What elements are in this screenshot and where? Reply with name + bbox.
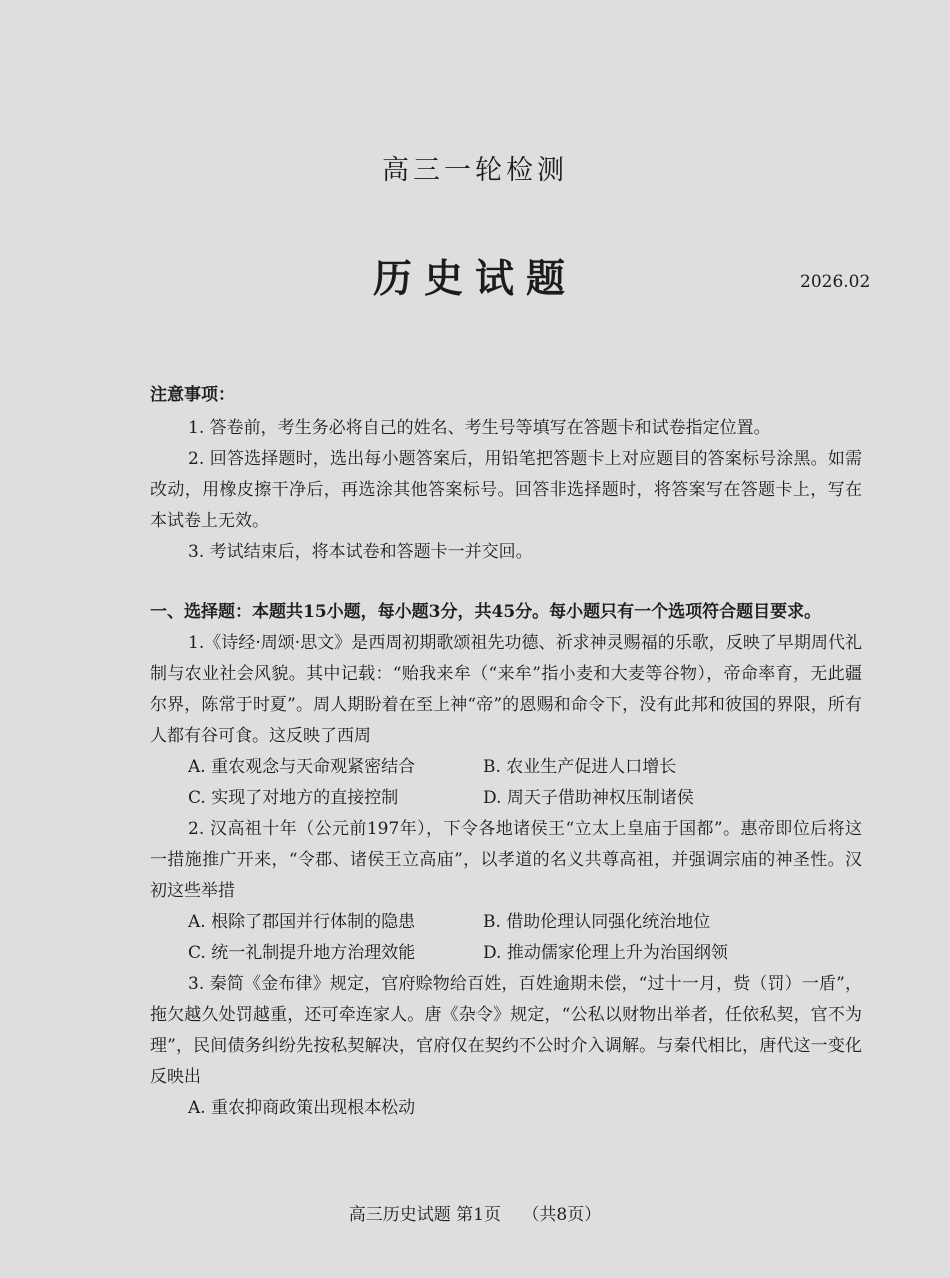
exam-date: 2026.02 xyxy=(800,272,871,292)
section-heading: 一、选择题：本题共15小题，每小题3分，共45分。每小题只有一个选项符合题目要求。 xyxy=(150,602,822,622)
option-d: D. 周天子借助神权压制诸侯 xyxy=(483,788,694,808)
question-1-options-row-1 xyxy=(150,752,862,783)
exam-subtitle: 高三一轮检测 xyxy=(382,155,568,186)
notice-heading: 注意事项： xyxy=(150,385,235,405)
question-2-options-row-1 xyxy=(150,907,862,938)
question-3-stem: 3. 秦简《金布律》规定，官府赊物给百姓，百姓逾期未偿，“过十一月，赀（罚）一盾”，拖欠越久处罚越重，还可牵连家人。唐《杂令》规定，“公私以财物出举者，任依私契，官不为理”，民间债务纠纷先按私契解决，官府仅在契约不公时介入调解。与秦代相比，唐代这一变化反映出 xyxy=(150,974,862,1087)
option-b: B. 农业生产促进人口增长 xyxy=(483,757,677,777)
question-3-options-row-1 xyxy=(150,1093,862,1124)
question-1-stem: 1.《诗经·周颂·思文》是西周初期歌颂祖先功德、祈求神灵赐福的乐歌，反映了早期周代礼制与农业社会风貌。其中记载：“贻我来牟（“来牟”指小麦和大麦等谷物），帝命率育，无此疆尔界，陈常于时夏”。周人期盼着在至上神“帝”的恩赐和命令下，没有此邦和彼国的界限，所有人都有谷可食。这反映了西周 xyxy=(150,633,862,746)
exam-content xyxy=(150,383,862,1124)
option-d: D. 推动儒家伦理上升为治国纲领 xyxy=(483,943,728,963)
option-a: A. 重农抑商政策出现根本松动 xyxy=(188,1098,416,1118)
notice-item-2: 2. 回答选择题时，选出每小题答案后，用铅笔把答题卡上对应题目的答案标号涂黑。如需改动，用橡皮擦干净后，再选涂其他答案标号。回答非选择题时，将答案写在答题卡上，写在本试卷上无效。 xyxy=(150,449,862,531)
option-c: C. 实现了对地方的直接控制 xyxy=(188,788,399,808)
question-2-stem: 2. 汉高祖十年（公元前197年），下令各地诸侯王“立太上皇庙于国都”。惠帝即位后将这一措施推广开来，“令郡、诸侯王立高庙”，以孝道的名义共尊高祖，并强调宗庙的神圣性。汉初这些举措 xyxy=(150,819,862,901)
question-1-options-row-2 xyxy=(150,783,862,814)
option-b: B. 借助伦理认同强化统治地位 xyxy=(483,912,711,932)
exam-title: 历史试题 xyxy=(372,256,577,302)
option-a: A. 重农观念与天命观紧密结合 xyxy=(188,757,416,777)
notice-item-1: 1. 答卷前，考生务必将自己的姓名、考生号等填写在答题卡和试卷指定位置。 xyxy=(188,418,771,438)
footer-page-label: 高三历史试题 第1页 xyxy=(348,1205,501,1225)
footer-total-pages: （共8页） xyxy=(522,1205,602,1225)
question-2-options-row-2 xyxy=(150,938,862,969)
notice-item-3: 3. 考试结束后，将本试卷和答题卡一并交回。 xyxy=(188,542,533,562)
page-footer xyxy=(0,1200,950,1225)
option-c: C. 统一礼制提升地方治理效能 xyxy=(188,943,416,963)
option-a: A. 根除了郡国并行体制的隐患 xyxy=(188,912,416,932)
